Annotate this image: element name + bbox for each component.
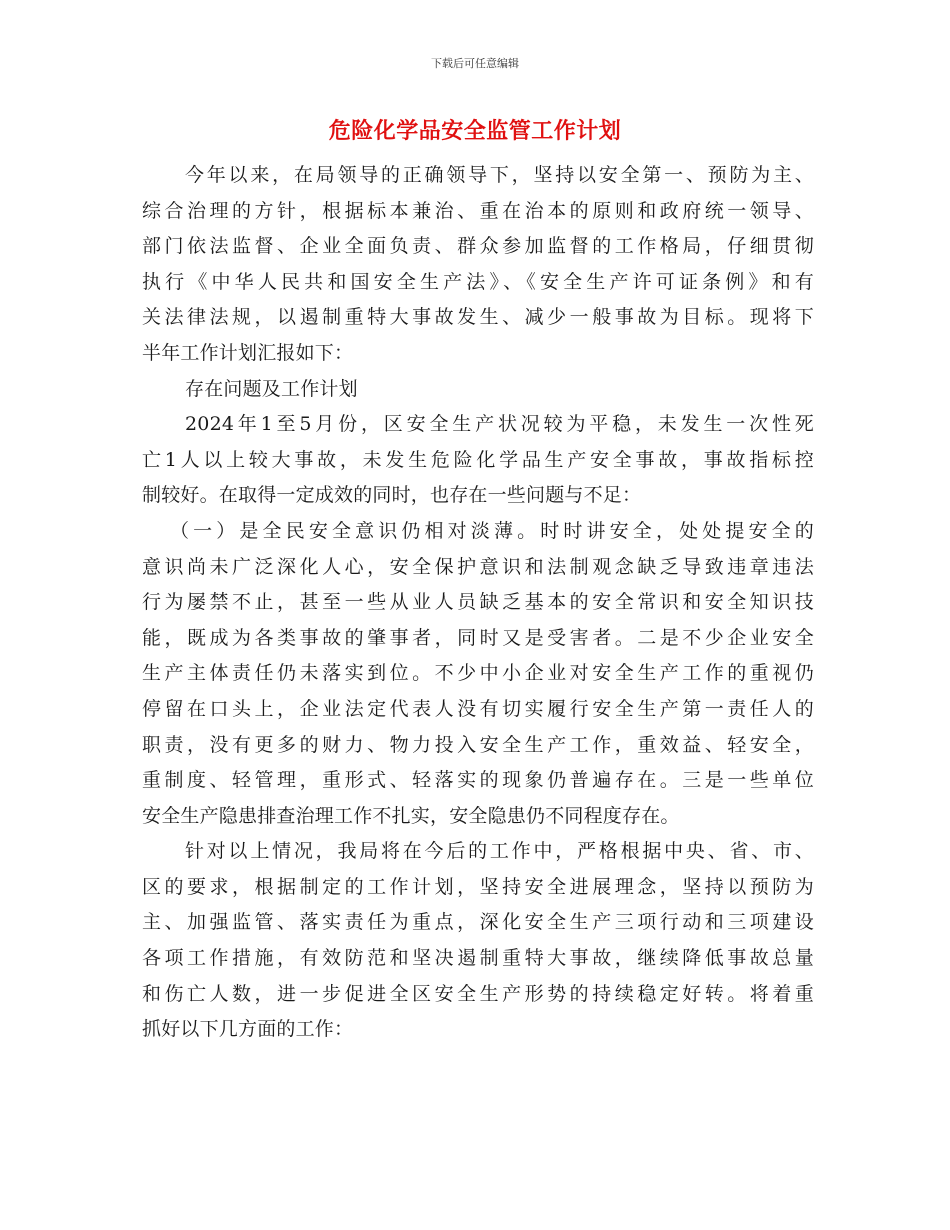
text-line: 亡1人以上较大事故，未发生危险化学品生产安全事故，事故指标控	[142, 448, 814, 471]
text-line: 停留在口头上，企业法定代表人没有切实履行安全生产第一责任人的	[142, 697, 814, 720]
text-line: 存在问题及工作计划	[185, 377, 358, 400]
text-line: （一）是全民安全意识仍相对淡薄。时时讲安全，处处提安全的	[170, 519, 814, 542]
text-line: 部门依法监督、企业全面负责、群众参加监督的工作格局，仔细贯彻	[142, 235, 814, 258]
text-line: 能，既成为各类事故的肇事者，同时又是受害者。二是不少企业安全	[142, 626, 814, 649]
text-line: 意识尚未广泛深化人心，安全保护意识和法制观念缺乏导致违章违法	[142, 555, 814, 578]
text-line: 制较好。在取得一定成效的同时，也存在一些问题与不足：	[142, 484, 642, 507]
text-line: 抓好以下几方面的工作：	[142, 1018, 354, 1041]
text-line: 关法律法规，以遏制重特大事故发生、减少一般事故为目标。现将下	[142, 306, 814, 329]
text-line: 职责，没有更多的财力、物力投入安全生产工作，重效益、轻安全，	[142, 733, 814, 756]
text-line: 区的要求，根据制定的工作计划，坚持安全进展理念，坚持以预防为	[142, 875, 814, 898]
text-line: 重制度、轻管理，重形式、轻落实的现象仍普遍存在。三是一些单位	[142, 769, 814, 792]
text-line: 执行《中华人民共和国安全生产法》、《安全生产许可证条例》和有	[142, 270, 814, 293]
header-note: 下载后可任意编辑	[431, 57, 519, 70]
text-line: 和伤亡人数，进一步促进全区安全生产形势的持续稳定好转。将着重	[142, 982, 814, 1005]
text-line: 针对以上情况，我局将在今后的工作中，严格根据中央、省、市、	[185, 840, 814, 863]
text-line: 安全生产隐患排查治理工作不扎实，安全隐患仍不同程度存在。	[142, 804, 680, 827]
text-line: 2024年1至5月份，区安全生产状况较为平稳，未发生一次性死	[185, 413, 814, 436]
text-line: 半年工作计划汇报如下：	[142, 341, 354, 364]
text-line: 今年以来，在局领导的正确领导下，坚持以安全第一、预防为主、	[185, 164, 814, 186]
body-text	[142, 158, 814, 1048]
document-title: 危险化学品安全监管工作计划	[328, 119, 622, 144]
text-line: 各项工作措施，有效防范和坚决遏制重特大事故，继续降低事故总量	[142, 947, 814, 970]
text-line: 行为屡禁不止，甚至一些从业人员缺乏基本的安全常识和安全知识技	[142, 591, 814, 614]
text-line: 生产主体责任仍未落实到位。不少中小企业对安全生产工作的重视仍	[142, 662, 814, 685]
text-line: 主、加强监管、落实责任为重点，深化安全生产三项行动和三项建设	[142, 911, 814, 934]
text-line: 综合治理的方针，根据标本兼治、重在治本的原则和政府统一领导、	[142, 199, 814, 222]
